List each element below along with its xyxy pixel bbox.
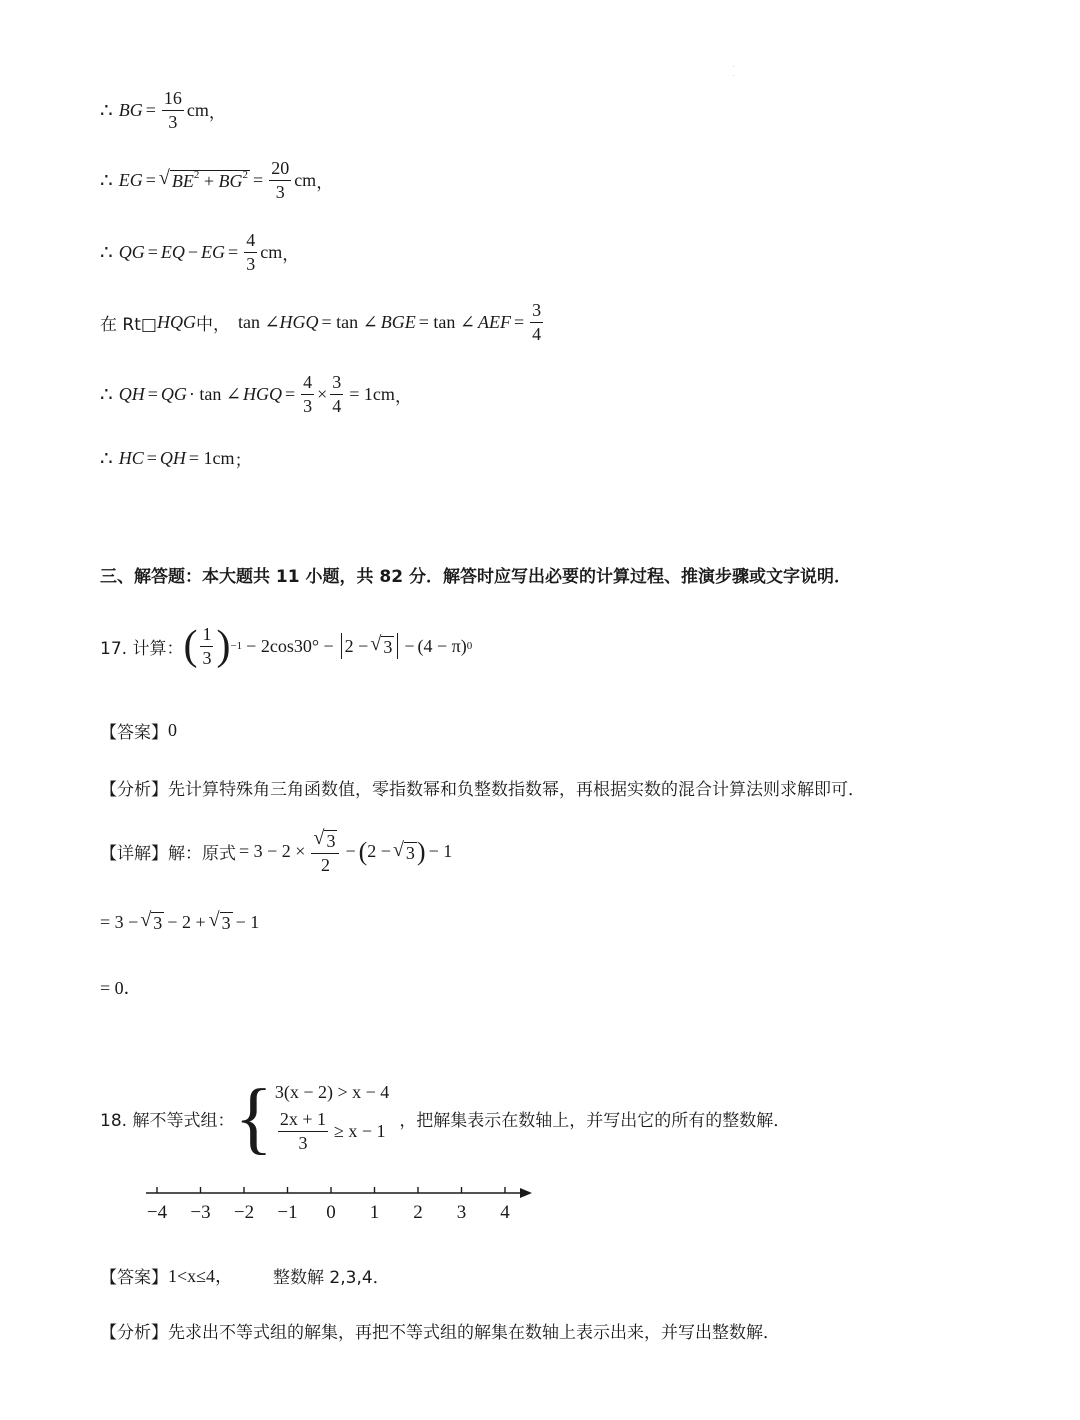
tick-label: 3 [456,1202,467,1223]
number-line-arrow [520,1188,532,1198]
question-label: 17. 计算： [100,638,184,659]
q17-answer: 【答案】 0 [100,720,177,743]
fraction: $\frac{4}{3}$ [246,230,256,274]
q17-detail: 【详解】 解：原式 = 3 − 2 × √ 3 2 − ( 2 − √ 3 ) − 1 [100,827,453,875]
step-qh: ∴ QH = QG · tan ∠ HGQ = $\frac{4}{3}$ × $\frac{3}{4}$ = 1cm ， [100,372,412,416]
question-18: 18. 解不等式组： { 3(x − 2) > x − 4 $\frac{2x + 1}{3}$ ≥ x − 1 ，把解集表示在数轴上，并写出它的所有的整数解． [100,1074,791,1162]
question-17: 17. 计算： ( $\frac{1}{3}$ ) −1 − 2cos30° − 2 − √ 3 − (4 − π) 0 [100,623,473,670]
tick-label: 4 [500,1202,510,1223]
q18-answer: 【答案】 1<x≤4， 整数解 2,3,4． [100,1266,390,1288]
question-label: 18. 解不等式组： [100,1110,235,1131]
eq: = [145,99,156,120]
tick-label: 0 [326,1202,336,1223]
number-line [140,1180,560,1230]
fraction: $\frac{20}{3}$ [271,158,290,202]
q17-line3: = 0． [100,978,142,998]
section-heading: 三、解答题：本大题共 11 小题，共 82 分．解答时应写出必要的计算过程、推演步骤或文字说明． [100,567,851,587]
fraction: $\frac{3}{4}$ [332,372,342,416]
tick-label: 2 [413,1202,423,1223]
q18-analysis: 【分析】 先求出不等式组的解集，再把不等式组的解集在数轴上表示出来，并写出整数解． [100,1323,780,1343]
tick-label: −3 [190,1202,211,1223]
sqrt: √ $BE^2 + BG^2$ [158,167,249,192]
header-dots: . . [733,63,735,78]
fraction: $\frac{3}{4}$ [532,300,542,344]
tick-label: −4 [146,1202,168,1223]
therefore-symbol: ∴ [100,99,113,122]
step-eg: ∴ EG = √ $BE^2 + BG^2$ = $\frac{20}{3}$ cm ， [100,158,334,202]
fraction: $\frac{16}{3}$ [163,88,182,132]
step-qg: ∴ QG = EQ − EG = $\frac{4}{3}$ cm ， [100,230,300,274]
fraction: $\frac{4}{3}$ [303,372,313,416]
q17-analysis: 【分析】 先计算特殊角三角函数值，零指数幂和负整数指数幂，再根据实数的混合计算法则求解即可． [100,780,865,800]
tick-label: −1 [277,1202,298,1223]
lhs: BG [118,99,143,120]
tick-label: −2 [233,1202,255,1223]
step-bg: ∴ BG = $\frac{16}{3}$ cm ， [100,88,226,132]
unit: cm [186,99,209,120]
q17-line2: = 3 − √ 3 − 2 + √ 3 − 1 [100,909,260,933]
fraction: $\frac{1}{3}$ [202,624,212,668]
step-tan: 在 Rt□ HQG 中， tan ∠ HGQ = tan ∠ BGE = tan ∠ AEF = $\frac{3}{4}$ [100,300,542,344]
fraction: √ 3 2 [311,828,339,875]
step-hc: ∴ HC = QH = 1cm ； [100,448,252,471]
tick-label: 1 [369,1202,380,1223]
inequality-system: 3(x − 2) > x − 4 $\frac{2x + 1}{3}$ ≥ x − 1 [274,1082,390,1153]
